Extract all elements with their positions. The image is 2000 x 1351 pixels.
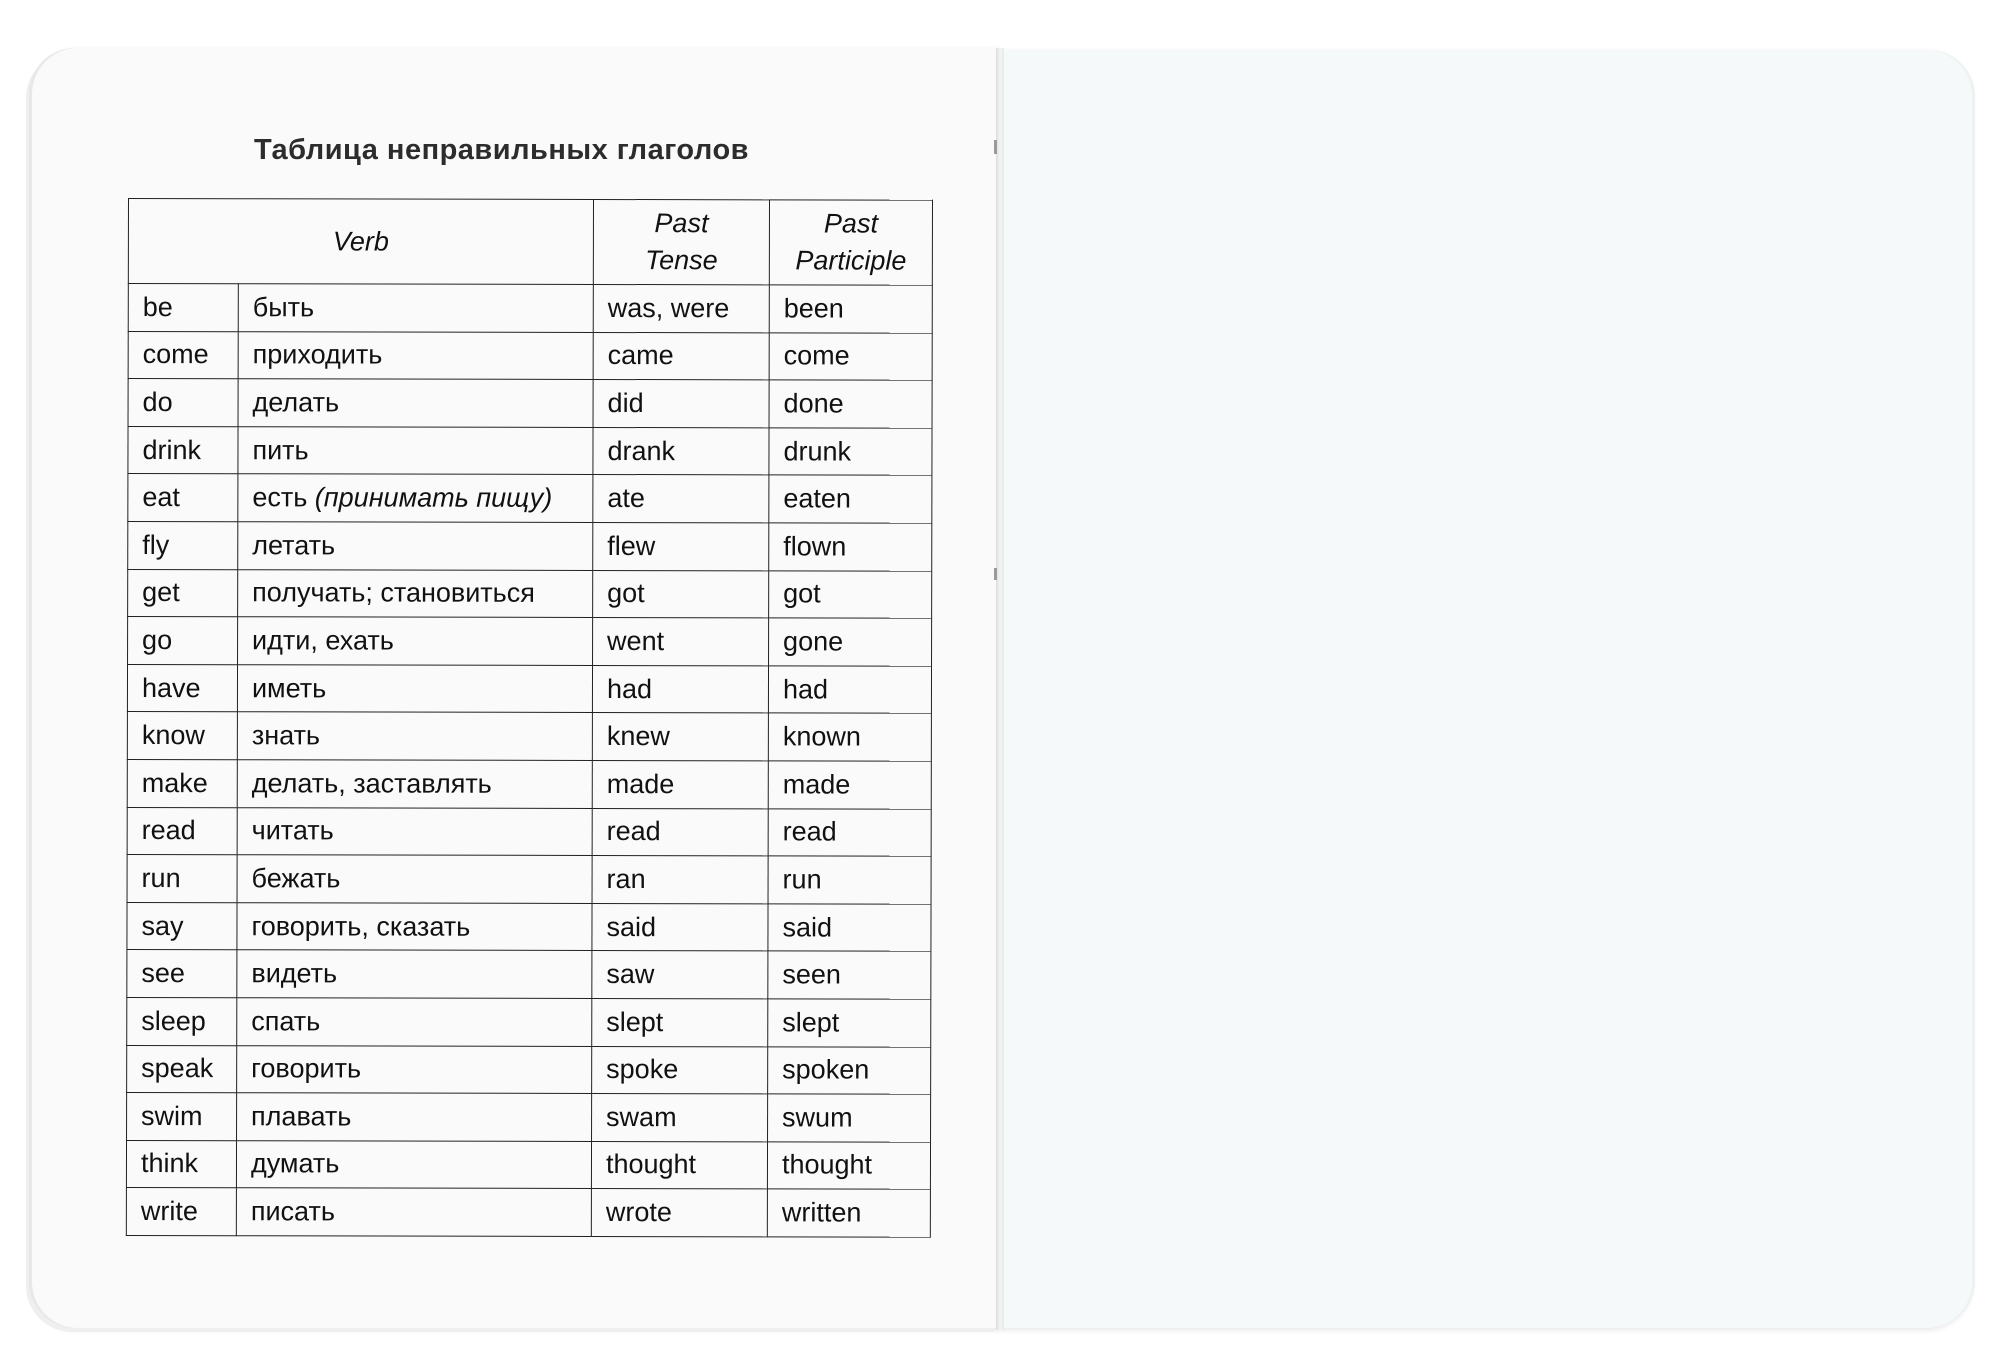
table-row (127, 902, 931, 951)
page-title: Таблица неправильных глаголов (254, 134, 749, 166)
past-tense-cell: came (593, 332, 769, 380)
verb-cell: sleep (127, 997, 237, 1045)
book-spine (996, 48, 1004, 1330)
table-row (128, 331, 932, 380)
past-participle-cell: slept (768, 999, 931, 1047)
past-participle-cell: been (769, 285, 932, 333)
past-tense-cell: flew (593, 522, 769, 570)
table-row (127, 759, 931, 808)
translation-cell: идти, ехать (238, 617, 593, 665)
spine-mark (994, 568, 997, 580)
table-row (127, 997, 931, 1046)
past-tense-cell: said (592, 903, 768, 951)
table-row (128, 521, 932, 570)
past-participle-cell: run (768, 856, 931, 904)
table-row (128, 379, 932, 428)
past-tense-cell: had (592, 665, 768, 713)
verb-cell: say (127, 902, 237, 950)
translation-cell: писать (236, 1188, 591, 1236)
table-row (127, 807, 931, 856)
verb-cell: drink (128, 426, 238, 474)
table-row (127, 664, 931, 713)
header-past-tense-line1: Past (654, 208, 709, 239)
past-participle-cell: done (769, 380, 932, 428)
verb-cell: fly (128, 521, 238, 569)
translation-cell: плавать (237, 1093, 592, 1141)
translation-cell: бежать (237, 855, 592, 903)
past-participle-cell: known (768, 713, 931, 761)
translation-cell: делать, заставлять (237, 760, 592, 808)
table-row (127, 1045, 931, 1094)
verb-cell: see (127, 950, 237, 998)
table-header-row (128, 199, 932, 286)
translation-cell: знать (237, 712, 592, 760)
past-tense-cell: went (593, 618, 769, 666)
header-past-participle-line1: Past (823, 208, 878, 239)
translation-cell: говорить, сказать (237, 902, 592, 950)
verb-cell: swim (127, 1093, 237, 1141)
translation-note: (принимать пищу) (314, 482, 553, 514)
header-past-participle (769, 200, 932, 285)
past-participle-cell: said (768, 904, 931, 952)
past-tense-cell: ran (592, 856, 768, 904)
past-tense-cell: drank (593, 427, 769, 475)
header-verb: Verb (128, 199, 593, 285)
verb-cell: have (127, 664, 237, 712)
past-tense-cell: was, were (593, 284, 769, 332)
verb-cell: eat (128, 474, 238, 522)
past-tense-cell: read (592, 808, 768, 856)
past-participle-cell: read (768, 808, 931, 856)
table-row (126, 1188, 930, 1237)
translation-cell: говорить (237, 1045, 592, 1093)
past-participle-cell: got (769, 570, 932, 618)
table-row (127, 1093, 931, 1142)
header-past-tense (593, 199, 769, 284)
verb-cell: run (127, 855, 237, 903)
translation-cell: читать (237, 807, 592, 855)
translation-cell: летать (238, 522, 593, 570)
translation-cell: спать (237, 998, 592, 1046)
translation-cell: видеть (237, 950, 592, 998)
verb-cell: go (128, 617, 238, 665)
irregular-verbs-table (126, 198, 933, 1238)
table-row (126, 1140, 930, 1189)
past-participle-cell: seen (768, 951, 931, 999)
past-tense-cell: slept (592, 998, 768, 1046)
past-tense-cell: did (593, 380, 769, 428)
past-participle-cell: come (769, 332, 932, 380)
past-tense-cell: wrote (591, 1189, 767, 1237)
verb-cell: be (128, 284, 238, 332)
verb-cell: get (128, 569, 238, 617)
translation-cell: быть (238, 284, 593, 332)
past-participle-cell: spoken (768, 1046, 931, 1094)
past-participle-cell: eaten (769, 475, 932, 523)
past-tense-cell: swam (592, 1094, 768, 1142)
translation-cell: думать (236, 1140, 591, 1188)
table-row (127, 950, 931, 999)
table-row (127, 855, 931, 904)
past-tense-cell: saw (592, 951, 768, 999)
past-tense-cell: got (593, 570, 769, 618)
past-tense-cell: thought (591, 1141, 767, 1189)
verb-cell: write (126, 1188, 236, 1236)
verb-cell: know (127, 712, 237, 760)
translation-cell: пить (238, 427, 593, 475)
verb-cell: read (127, 807, 237, 855)
past-participle-cell: drunk (769, 428, 932, 476)
past-participle-cell: gone (769, 618, 932, 666)
verb-cell: do (128, 379, 238, 427)
past-tense-cell: made (592, 760, 768, 808)
table-row (127, 712, 931, 761)
verb-cell: come (128, 331, 238, 379)
past-tense-cell: knew (592, 713, 768, 761)
table-row (128, 569, 932, 618)
past-participle-cell: flown (769, 523, 932, 571)
header-past-tense-line2: Tense (645, 245, 718, 276)
verb-cell: think (126, 1140, 236, 1188)
spine-mark (994, 140, 997, 154)
verb-cell: make (127, 759, 237, 807)
past-tense-cell: spoke (592, 1046, 768, 1094)
table-row (128, 474, 932, 523)
translation-cell: приходить (238, 331, 593, 379)
translation-cell: получать; становиться (238, 569, 593, 617)
translation-cell: иметь (237, 664, 592, 712)
table-body (126, 284, 932, 1238)
translation-cell: делать (238, 379, 593, 427)
right-page-blank (1000, 50, 1972, 1328)
table-row (128, 426, 932, 475)
table-row (128, 284, 932, 333)
table-row (128, 617, 932, 666)
past-participle-cell: had (768, 666, 931, 714)
verb-cell: speak (127, 1045, 237, 1093)
translation-cell: есть (принимать пищу) (238, 474, 593, 522)
past-participle-cell: made (768, 761, 931, 809)
header-past-participle-line2: Participle (795, 245, 907, 276)
past-participle-cell: thought (767, 1142, 930, 1190)
past-participle-cell: written (767, 1189, 930, 1237)
past-participle-cell: swum (768, 1094, 931, 1142)
past-tense-cell: ate (593, 475, 769, 523)
